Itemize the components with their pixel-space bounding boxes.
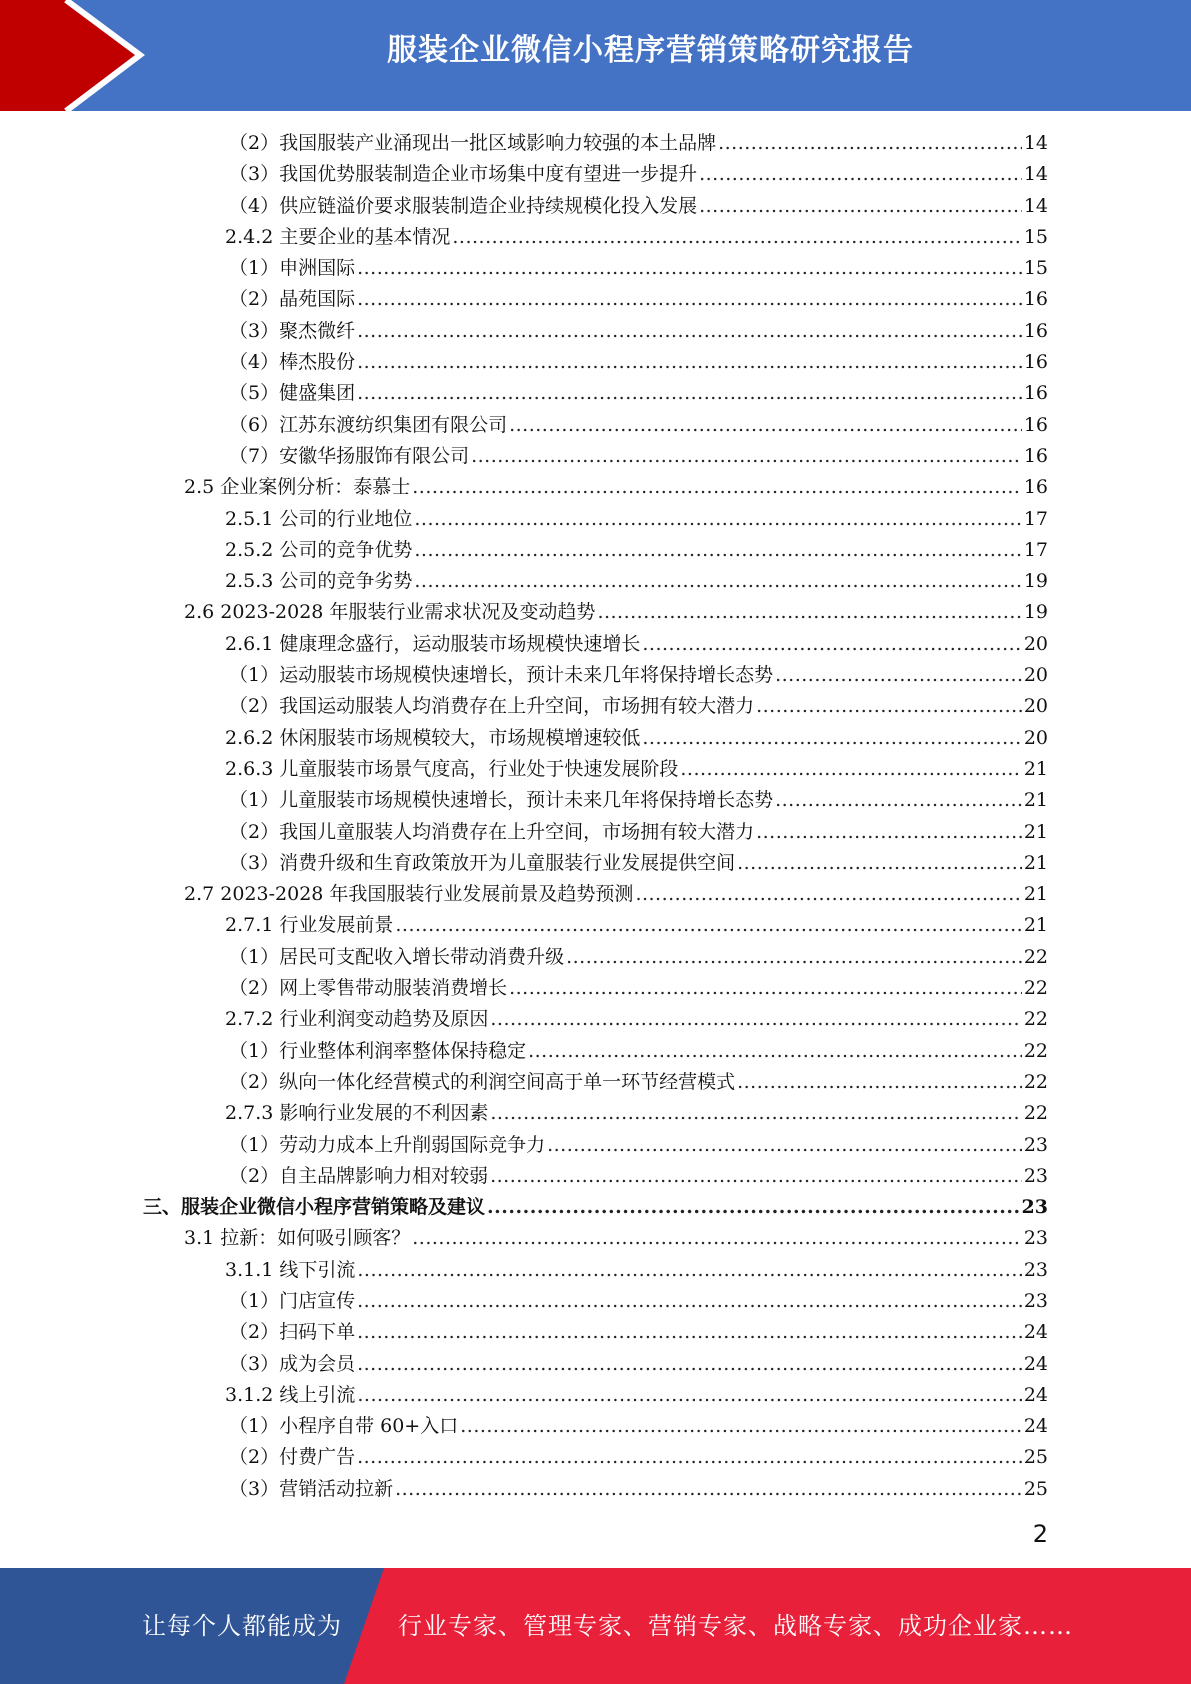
toc-dot-leader (412, 1223, 1022, 1254)
toc-entry[interactable] (0, 1067, 1191, 1098)
toc-dot-leader (490, 1098, 1021, 1129)
toc-dot-leader (460, 1411, 1022, 1442)
toc-dot-leader (566, 942, 1022, 973)
toc-entry-page: 21 (1023, 851, 1048, 874)
toc-dot-leader (509, 973, 1022, 1004)
toc-entry[interactable] (0, 1380, 1191, 1411)
toc-dot-leader (414, 504, 1021, 535)
toc-entry-label: 2.6.3 儿童服装市场景气度高，行业处于快速发展阶段 (225, 757, 679, 780)
toc-entry[interactable] (0, 159, 1191, 190)
toc-entry[interactable] (0, 222, 1191, 253)
toc-entry-label: 2.7.1 行业发展前景 (225, 914, 394, 937)
toc-entry-page: 16 (1023, 413, 1048, 436)
toc-entry-label: 三、服装企业微信小程序营销策略及建议 (143, 1196, 486, 1219)
toc-entry[interactable] (0, 191, 1191, 222)
toc-entry-page: 16 (1023, 319, 1048, 342)
toc-entry-page: 22 (1023, 945, 1048, 968)
toc-entry-label: 2.6.2 休闲服装市场规模较大，市场规模增速较低 (225, 726, 641, 749)
toc-entry[interactable] (0, 410, 1191, 441)
toc-entry-page: 22 (1023, 1039, 1048, 1062)
toc-entry-page: 14 (1023, 194, 1048, 217)
toc-entry[interactable] (0, 1255, 1191, 1286)
toc-dot-leader (680, 754, 1021, 785)
toc-entry-page: 25 (1023, 1477, 1048, 1500)
toc-entry-label: （1）儿童服装市场规模快速增长，预计未来几年将保持增长态势 (229, 789, 774, 812)
toc-entry[interactable] (0, 1349, 1191, 1380)
toc-entry-label: 2.5.2 公司的竞争优势 (225, 538, 413, 561)
toc-dot-leader (395, 1474, 1022, 1505)
toc-dot-leader (490, 1161, 1022, 1192)
toc-entry-label: （2）我国运动服装人均消费存在上升空间，市场拥有较大潜力 (229, 695, 755, 718)
toc-entry-label: （2）扫码下单 (229, 1321, 356, 1344)
toc-dot-leader (775, 785, 1022, 816)
toc-entry-page: 24 (1023, 1352, 1048, 1375)
toc-entry[interactable] (0, 504, 1191, 535)
toc-entry-label: （3）我国优势服装制造企业市场集中度有望进一步提升 (229, 163, 698, 186)
toc-entry[interactable] (0, 316, 1191, 347)
toc-entry-page: 15 (1023, 225, 1048, 248)
toc-entry-page: 16 (1023, 444, 1048, 467)
toc-entry-label: 3.1.1 线下引流 (225, 1258, 356, 1281)
toc-entry-page: 23 (1023, 1289, 1048, 1312)
toc-dot-leader (471, 441, 1022, 472)
toc-dot-leader (412, 472, 1022, 503)
toc-entry-label: （1）居民可支配收入增长带动消费升级 (229, 945, 565, 968)
toc-entry[interactable] (0, 253, 1191, 284)
toc-entry-page: 19 (1023, 570, 1048, 593)
toc-entry[interactable] (0, 1098, 1191, 1129)
toc-entry-label: （4）供应链溢价要求服装制造企业持续规模化投入发展 (229, 194, 698, 217)
toc-entry-page: 16 (1023, 351, 1048, 374)
toc-entry-page: 23 (1023, 1133, 1048, 1156)
toc-dot-leader (487, 1192, 1020, 1223)
toc-dot-leader (414, 566, 1021, 597)
toc-entry-label: 2.5.1 公司的行业地位 (225, 507, 413, 530)
toc-entry-label: （1）小程序自带 60+入口 (229, 1415, 459, 1438)
toc-entry-page: 20 (1023, 695, 1048, 718)
toc-entry[interactable] (0, 1161, 1191, 1192)
toc-entry[interactable] (0, 441, 1191, 472)
toc-dot-leader (509, 410, 1022, 441)
toc-dot-leader (756, 817, 1022, 848)
toc-entry-page: 20 (1023, 726, 1048, 749)
toc-entry-label: （2）网上零售带动服装消费增长 (229, 977, 508, 1000)
toc-entry[interactable] (0, 1036, 1191, 1067)
toc-entry[interactable] (0, 691, 1191, 722)
toc-entry-page: 23 (1021, 1196, 1048, 1219)
toc-entry-page: 14 (1023, 132, 1048, 154)
toc-entry-page: 24 (1023, 1383, 1048, 1406)
toc-dot-leader (357, 1286, 1022, 1317)
toc-entry[interactable] (0, 597, 1191, 628)
toc-entry-page: 23 (1023, 1258, 1048, 1281)
toc-entry-label: 2.4.2 主要企业的基本情况 (225, 225, 451, 248)
toc-dot-leader (699, 191, 1022, 222)
toc-entry-page: 25 (1023, 1446, 1048, 1469)
toc-dot-leader (737, 848, 1022, 879)
toc-entry-label: （1）劳动力成本上升削弱国际竞争力 (229, 1133, 546, 1156)
toc-entry-page: 16 (1023, 382, 1048, 405)
toc-dot-leader (528, 1036, 1022, 1067)
toc-entry[interactable] (0, 723, 1191, 754)
toc-entry-page: 20 (1023, 632, 1048, 655)
toc-entry-page: 24 (1023, 1415, 1048, 1438)
toc-entry-label: 3.1.2 线上引流 (225, 1383, 356, 1406)
toc-entry[interactable] (0, 472, 1191, 503)
toc-dot-leader (699, 159, 1022, 190)
toc-dot-leader (642, 723, 1021, 754)
toc-dot-leader (597, 597, 1021, 628)
toc-entry-label: （2）付费广告 (229, 1446, 356, 1469)
toc-entry[interactable] (0, 1004, 1191, 1035)
toc-entry-label: （5）健盛集团 (229, 382, 356, 405)
toc-entry-label: （2）我国服装产业涌现出一批区域影响力较强的本土品牌 (229, 132, 717, 154)
toc-entry[interactable] (0, 1442, 1191, 1473)
toc-entry[interactable] (0, 284, 1191, 315)
toc-entry-page: 22 (1023, 1070, 1048, 1093)
toc-entry[interactable] (0, 128, 1191, 159)
toc-entry-label: 2.5.3 公司的竞争劣势 (225, 570, 413, 593)
toc-entry-label: 2.7 2023-2028 年我国服装行业发展前景及趋势预测 (184, 883, 634, 906)
toc-entry-page: 17 (1023, 507, 1048, 530)
toc-entry[interactable] (0, 1411, 1191, 1442)
toc-entry-page: 21 (1023, 914, 1048, 937)
toc-entry[interactable] (0, 817, 1191, 848)
toc-entry[interactable] (0, 973, 1191, 1004)
toc-dot-leader (490, 1004, 1021, 1035)
toc-dot-leader (756, 691, 1022, 722)
toc-entry-page: 15 (1023, 257, 1048, 280)
toc-entry[interactable] (0, 1130, 1191, 1161)
toc-dot-leader (452, 222, 1021, 253)
toc-dot-leader (414, 535, 1021, 566)
toc-entry-page: 21 (1023, 789, 1048, 812)
footer-slogan-left: 让每个人都能成为 (142, 1612, 342, 1640)
toc-entry-label: （4）棒杰股份 (229, 351, 356, 374)
toc-dot-leader (357, 378, 1022, 409)
toc-entry[interactable] (0, 1317, 1191, 1348)
toc-entry-label: （1）运动服装市场规模快速增长，预计未来几年将保持增长态势 (229, 664, 774, 687)
toc-entry-page: 22 (1023, 1102, 1048, 1125)
toc-dot-leader (395, 910, 1021, 941)
toc-dot-leader (357, 347, 1022, 378)
toc-dot-leader (357, 1317, 1022, 1348)
toc-entry[interactable] (0, 566, 1191, 597)
toc-entry[interactable] (0, 660, 1191, 691)
toc-dot-leader (357, 316, 1022, 347)
toc-entry-label: 2.7.3 影响行业发展的不利因素 (225, 1102, 489, 1125)
toc-entry-page: 24 (1023, 1321, 1048, 1344)
toc-entry-label: （3）营销活动拉新 (229, 1477, 394, 1500)
toc-entry-page: 22 (1023, 1008, 1048, 1031)
toc-entry-label: （7）安徽华扬服饰有限公司 (229, 444, 470, 467)
toc-entry[interactable] (0, 378, 1191, 409)
toc-entry-page: 20 (1023, 664, 1048, 687)
toc-entry[interactable] (0, 1192, 1191, 1223)
toc-entry-label: （1）门店宣传 (229, 1289, 356, 1312)
toc-dot-leader (357, 1380, 1021, 1411)
toc-entry-page: 19 (1023, 601, 1048, 624)
page-number: 2 (1032, 1520, 1048, 1548)
toc-entry[interactable] (0, 848, 1191, 879)
toc-entry[interactable] (0, 535, 1191, 566)
toc-dot-leader (635, 879, 1021, 910)
toc-entry[interactable] (0, 347, 1191, 378)
toc-dot-leader (737, 1067, 1022, 1098)
toc-entry-label: （3）聚杰微纤 (229, 319, 356, 342)
toc-dot-leader (547, 1130, 1022, 1161)
toc-entry-label: （1）申洲国际 (229, 257, 356, 280)
toc-entry-page: 23 (1023, 1227, 1048, 1250)
toc-entry-label: （3）成为会员 (229, 1352, 356, 1375)
toc-dot-leader (357, 253, 1022, 284)
page-footer (0, 1568, 1191, 1684)
header-arrow-icon (0, 0, 160, 111)
toc-entry-label: （6）江苏东渡纺织集团有限公司 (229, 413, 508, 436)
toc-entry[interactable] (0, 1286, 1191, 1317)
toc-entry-page: 23 (1023, 1164, 1048, 1187)
toc-entry-label: （2）我国儿童服装人均消费存在上升空间，市场拥有较大潜力 (229, 820, 755, 843)
toc-dot-leader (775, 660, 1022, 691)
toc-entry[interactable] (0, 942, 1191, 973)
toc-entry-label: 2.7.2 行业利润变动趋势及原因 (225, 1008, 489, 1031)
table-of-contents (0, 128, 1191, 1505)
toc-entry-page: 21 (1023, 820, 1048, 843)
toc-entry-label: （1）行业整体利润率整体保持稳定 (229, 1039, 527, 1062)
toc-entry-label: 2.5 企业案例分析：泰慕士 (184, 476, 411, 499)
report-title: 服装企业微信小程序营销策略研究报告 (387, 33, 914, 68)
toc-entry-page: 22 (1023, 977, 1048, 1000)
toc-entry[interactable] (0, 1223, 1191, 1254)
toc-entry[interactable] (0, 879, 1191, 910)
toc-entry-label: 2.6 2023-2028 年服装行业需求状况及变动趋势 (184, 601, 596, 624)
toc-dot-leader (718, 128, 1022, 159)
toc-entry-page: 16 (1023, 288, 1048, 311)
toc-entry-label: 3.1 拉新：如何吸引顾客？ (184, 1227, 411, 1250)
page-header (0, 0, 1191, 111)
toc-entry-label: 2.6.1 健康理念盛行，运动服装市场规模快速增长 (225, 632, 641, 655)
toc-entry-page: 14 (1023, 163, 1048, 186)
toc-dot-leader (357, 1349, 1022, 1380)
toc-entry-label: （3）消费升级和生育政策放开为儿童服装行业发展提供空间 (229, 851, 736, 874)
header-arrow-red (0, 0, 140, 111)
toc-entry[interactable] (0, 785, 1191, 816)
toc-entry-page: 21 (1023, 757, 1048, 780)
toc-entry[interactable] (0, 910, 1191, 941)
toc-entry-page: 21 (1023, 883, 1048, 906)
toc-entry[interactable] (0, 754, 1191, 785)
toc-dot-leader (642, 629, 1021, 660)
toc-dot-leader (357, 1442, 1022, 1473)
toc-entry-label: （2）晶苑国际 (229, 288, 356, 311)
toc-entry-page: 16 (1023, 476, 1048, 499)
toc-entry-page: 17 (1023, 538, 1048, 561)
toc-entry-label: （2）自主品牌影响力相对较弱 (229, 1164, 489, 1187)
toc-entry-label: （2）纵向一体化经营模式的利润空间高于单一环节经营模式 (229, 1070, 736, 1093)
toc-dot-leader (357, 284, 1022, 315)
toc-entry[interactable] (0, 629, 1191, 660)
toc-entry[interactable] (0, 1474, 1191, 1505)
toc-dot-leader (357, 1255, 1021, 1286)
footer-slogan-right: 行业专家、管理专家、营销专家、战略专家、成功企业家…… (398, 1612, 1073, 1640)
